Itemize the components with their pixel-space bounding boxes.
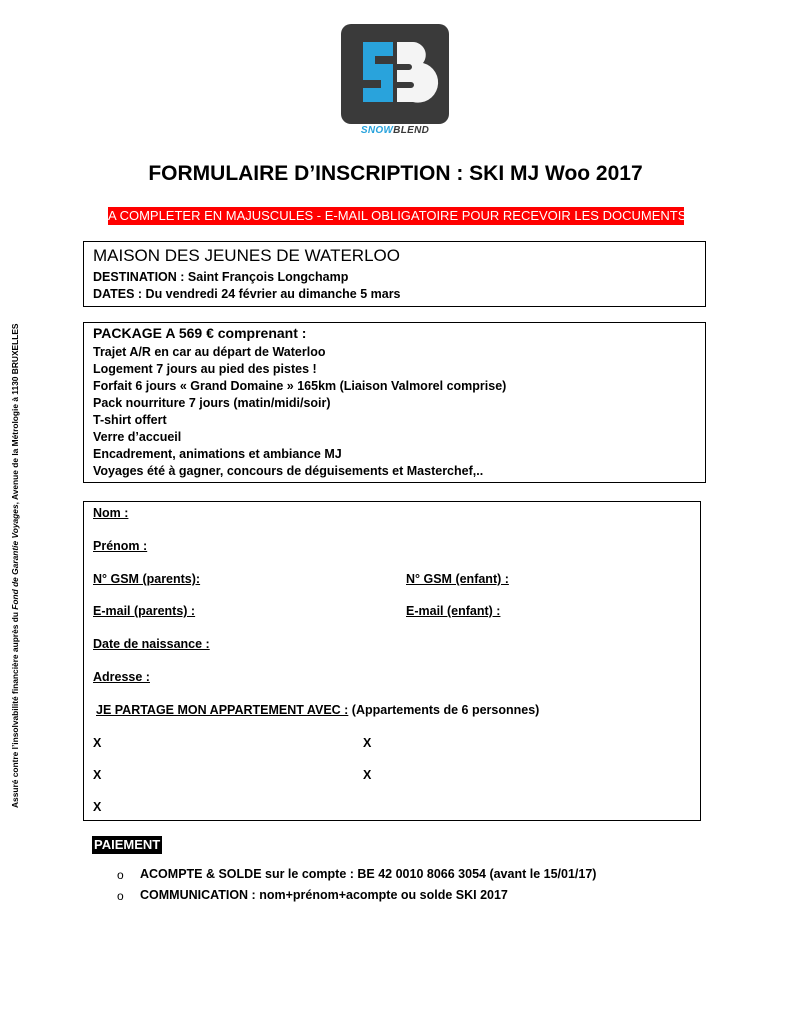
birthdate-field[interactable]: Date de naissance :	[93, 637, 210, 651]
gsm-parents-field[interactable]: N° GSM (parents):	[93, 572, 201, 586]
insurance-note-part3: , Avenue de la Métrologie à 1130 BRUXELLES	[10, 323, 20, 505]
destination-line: DESTINATION : Saint François Longchamp	[93, 270, 349, 284]
roommate-slot[interactable]: X	[93, 768, 102, 782]
roommate-label: JE PARTAGE MON APPARTEMENT AVEC :	[96, 703, 349, 717]
logo-wordmark-snow: SNOW	[360, 125, 394, 136]
gsm-enfant-field[interactable]: N° GSM (enfant) :	[406, 572, 509, 586]
roommate-question	[96, 703, 539, 717]
package-item: Forfait 6 jours « Grand Domaine » 165km (Liaison Valmorel comprise)	[93, 379, 507, 393]
package-item: Trajet A/R en car au départ de Waterloo	[93, 345, 326, 359]
notice-banner: A COMPLETER EN MAJUSCULES - E-MAIL OBLIGATOIRE POUR RECEVOIR LES DOCUMENTS	[108, 208, 687, 223]
prenom-field[interactable]: Prénom :	[93, 539, 148, 553]
package-item: Voyages été à gagner, concours de déguisements et Masterchef,..	[93, 464, 484, 478]
logo-badge	[341, 24, 449, 124]
bullet-circle-icon: o	[117, 868, 124, 882]
logo-wordmark-blend: BLEND	[393, 125, 430, 136]
payment-heading: PAIEMENT	[94, 837, 161, 852]
dates-line: DATES : Du vendredi 24 février au dimanche 5 mars	[93, 287, 401, 301]
package-item: Encadrement, animations et ambiance MJ	[93, 447, 342, 461]
email-parents-field[interactable]: E-mail (parents) :	[93, 604, 196, 618]
package-item: T-shirt offert	[93, 413, 167, 427]
registration-form-box	[83, 501, 701, 821]
sb-monogram-icon	[341, 24, 449, 124]
address-field[interactable]: Adresse :	[93, 670, 150, 684]
package-title: PACKAGE A 569 € comprenant :	[93, 325, 307, 341]
package-item: Logement 7 jours au pied des pistes !	[93, 362, 317, 376]
organizer-title: MAISON DES JEUNES DE WATERLOO	[93, 246, 400, 265]
logo-wordmark	[341, 125, 449, 136]
nom-field[interactable]: Nom :	[93, 506, 129, 520]
package-item: Verre d’accueil	[93, 430, 182, 444]
roommate-note: (Appartements de 6 personnes)	[348, 703, 540, 717]
snowblend-logo	[341, 24, 449, 142]
insurance-note	[10, 288, 20, 808]
email-enfant-field[interactable]: E-mail (enfant) :	[406, 604, 501, 618]
bullet-circle-icon: o	[117, 889, 124, 903]
page-title: FORMULAIRE D’INSCRIPTION : SKI MJ Woo 2017	[148, 162, 643, 185]
insurance-note-fund: Fond de Garantie Voyages	[10, 504, 20, 610]
roommate-slot[interactable]: X	[93, 736, 102, 750]
organizer-box	[83, 241, 706, 307]
roommate-slot[interactable]: X	[93, 800, 102, 814]
insurance-note-part1: Assuré contre l’insolvabilité financière auprès du	[10, 609, 20, 808]
package-item: Pack nourriture 7 jours (matin/midi/soir)	[93, 396, 331, 410]
payment-communication-line: COMMUNICATION : nom+prénom+acompte ou solde SKI 2017	[140, 888, 508, 902]
roommate-slot[interactable]: X	[363, 736, 372, 750]
roommate-slot[interactable]: X	[363, 768, 372, 782]
payment-account-line: ACOMPTE & SOLDE sur le compte : BE 42 0010 8066 3054 (avant le 15/01/17)	[140, 867, 597, 881]
package-box	[83, 322, 706, 483]
